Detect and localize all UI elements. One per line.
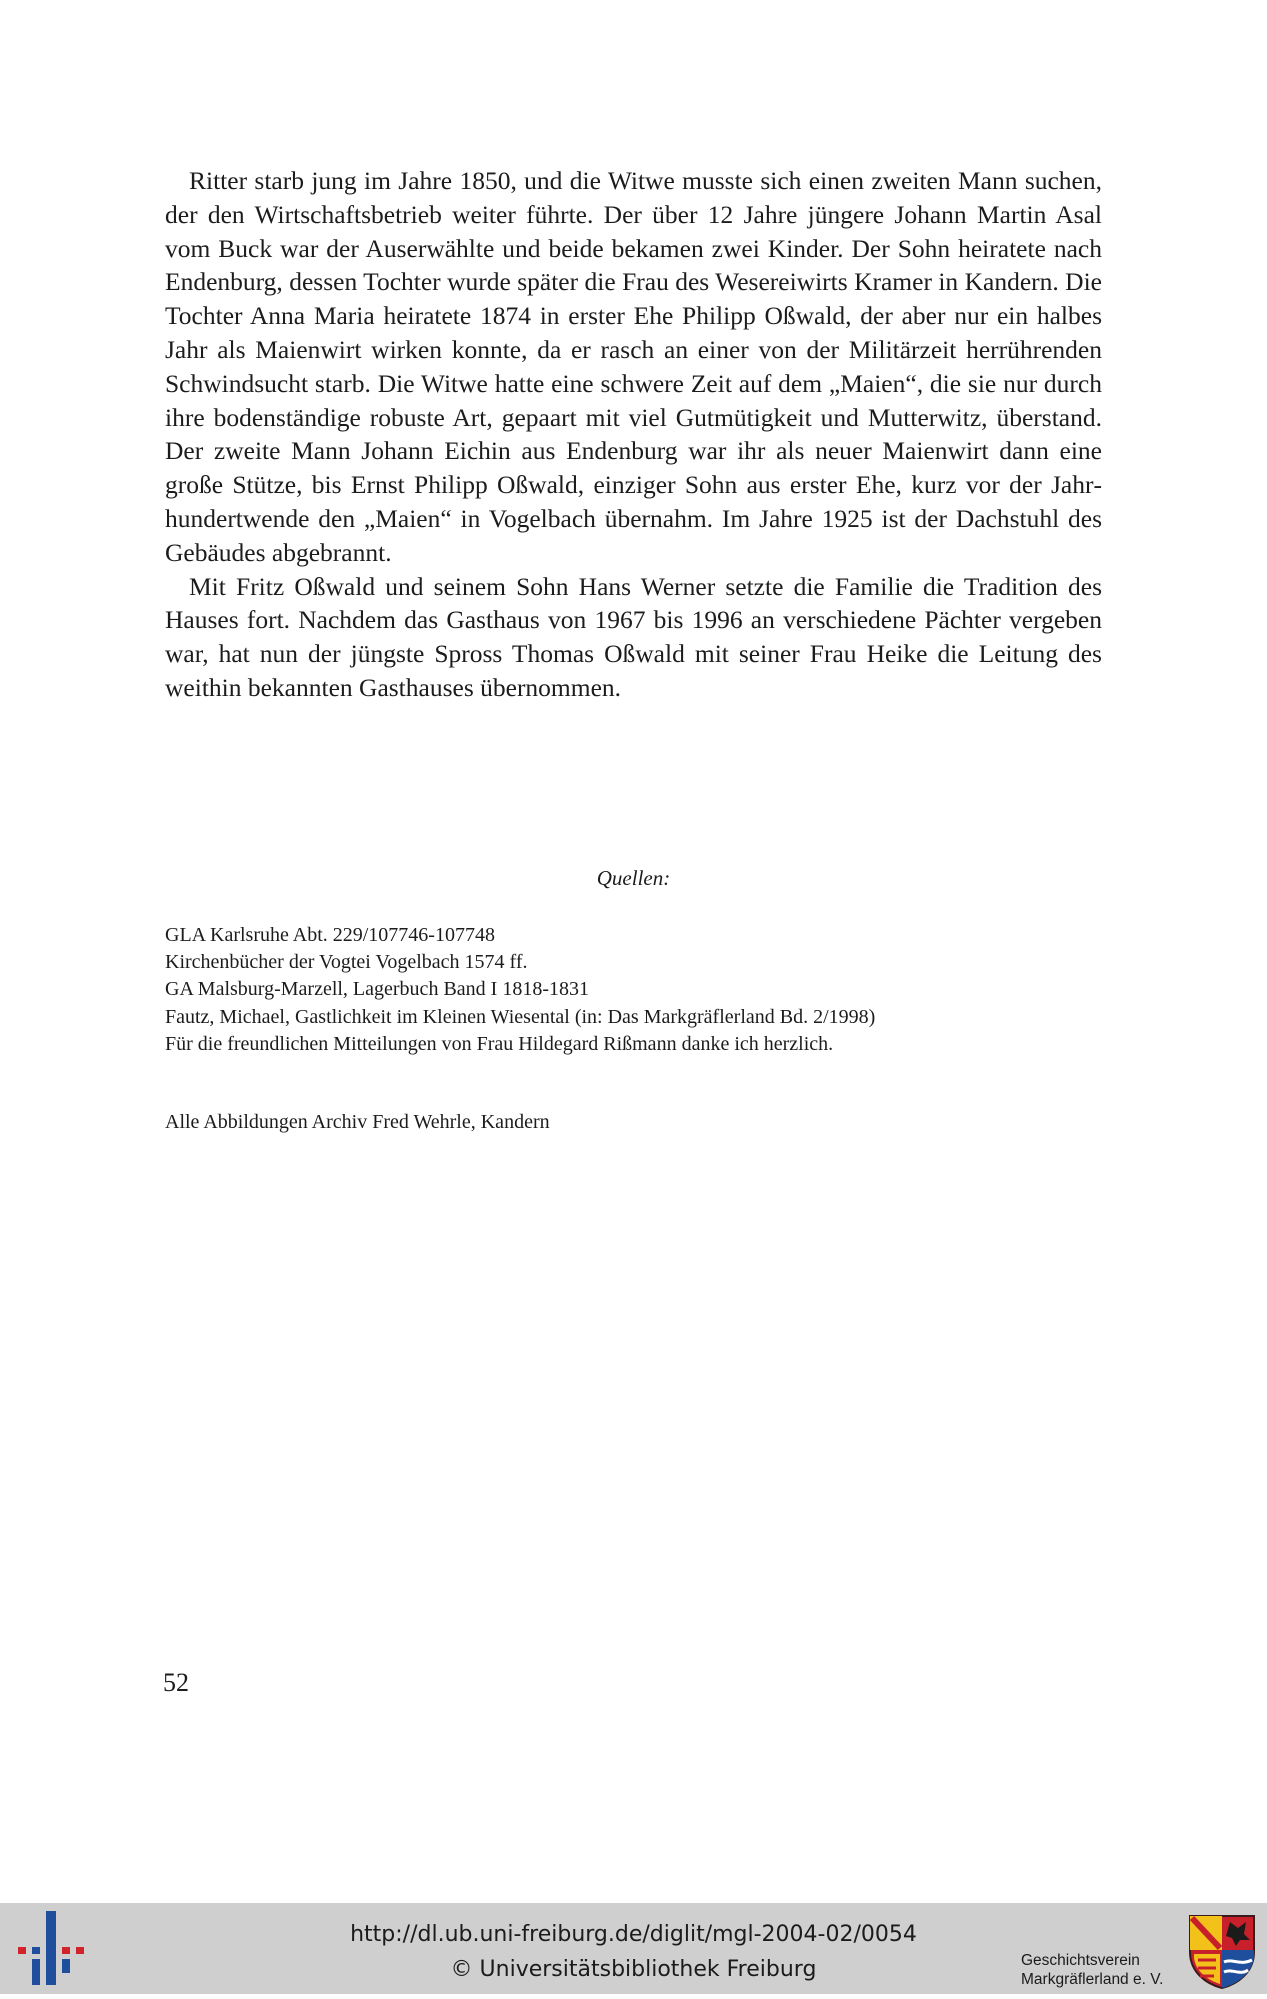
source-item: GA Malsburg-Marzell, Lagerbuch Band I 1818-1831 [165, 978, 589, 1001]
coat-of-arms-icon [1188, 1914, 1256, 1990]
image-credits: Alle Abbildungen Archiv Fred Wehrle, Kandern [165, 1111, 550, 1133]
footer-org-line: Markgräflerland e. V. [1021, 1971, 1164, 1988]
article-paragraph-1: Ritter starb jung im Jahre 1850, und die Witwe musste sich einen zweiten Mann suchen, der den Wirtschaftsbetrieb weiter führte. Der über 12 Jahre jüngere Johann Martin Asal vom Buck war der Auserwählte und beide bekamen zwei Kinder. Der Sohn heiratete nach Endenburg, dessen Tochter wurde später die Frau des Wesereiwirts Kramer in Kandern. Die Tochter Anna Maria heiratete 1874 in erster Ehe Philipp Oßwald, der aber nur ein halbes Jahr als Maienwirt wirken konnte, da er rasch an einer von der Militärzeit herrührenden Schwindsucht starb. Die Witwe hatte eine schwere Zeit auf dem „Maien“, die sie nur durch ihre bodenständige robuste Art, gepaart mit viel Gutmütigkeit und Mutterwitz, überstand. Der zweite Mann Johann Eichin aus Endenburg war ihr als neuer Maienwirt dann eine große Stütze, bis Ernst Philipp Oßwald, einziger Sohn aus erster Ehe, kurz vor der Jahrhundertwende den „Maien“ in Vogelbach übernahm. Im Jahre 1925 ist der Dachstuhl des Gebäudes abgebrannt. [165, 166, 1102, 567]
sources-list [165, 922, 1102, 1058]
source-item: Fautz, Michael, Gastlichkeit im Kleinen Wiesental (in: Das Markgräflerland Bd. 2/1998) [165, 1005, 876, 1028]
footer-copyright: © Universitätsbibliothek Freiburg [450, 1957, 817, 1982]
footer-org-line: Geschichtsverein [1021, 1952, 1140, 1969]
sources-heading: Quellen: [596, 866, 671, 890]
footer-organization [1021, 1951, 1163, 1989]
footer-url-link[interactable]: http://dl.ub.uni-freiburg.de/diglit/mgl-2004-02/0054 [350, 1922, 917, 1947]
page-number: 52 [163, 1668, 189, 1697]
source-item: GLA Karlsruhe Abt. 229/107746-107748 [165, 924, 495, 946]
source-item: Kirchenbücher der Vogtei Vogelbach 1574 ff. [165, 951, 528, 974]
article-paragraph-2: Mit Fritz Oßwald und seinem Sohn Hans Werner setzte die Familie die Tradition des Hauses fort. Nachdem das Gasthaus von 1967 bis 1996 an verschiedene Pächter vergeben war, hat nun der jüngste Spross Thomas Oßwald mit seiner Frau Heike die Leitung des weithin bekannten Gasthauses übernommen. [165, 571, 1102, 702]
source-item: Für die freundlichen Mitteilungen von Frau Hildegard Rißmann danke ich herzlich. [165, 1032, 834, 1055]
footer-bar [0, 1903, 1267, 1994]
article-body [165, 164, 1102, 705]
